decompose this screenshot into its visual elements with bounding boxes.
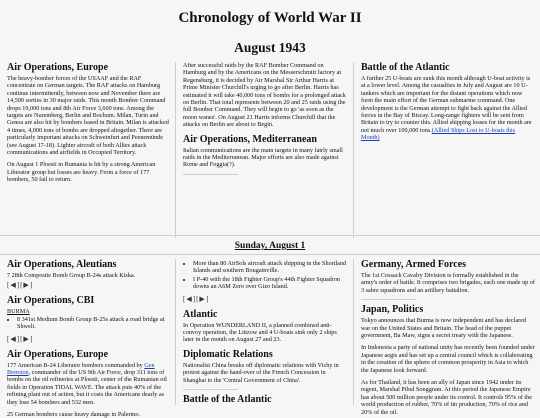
allied-ships-lost-link[interactable]: (Allied Ships Lost to U-boats this Month) [361,126,516,142]
bracket-close: ] [16,334,20,343]
paragraph: 25 German bombers cause heavy damage in Palermo. [7,411,140,418]
divider [183,174,238,175]
paragraph [7,362,170,406]
paragraph: The 1st Cossack Cavalry Division is formally established in the army's order of battle. It comprises two brigades, each one made up of 3 sabre squadrons and an artillery battalion. [361,272,535,294]
next-arrow-icon[interactable]: ▶ [199,294,205,303]
section-heading: Battle of the Atlantic [361,62,450,73]
prev-arrow-icon[interactable]: ◀ [186,294,192,303]
paragraph: In Operation WUNDERLAND II, a planned combined anti-convoy operation, the Lützow and 4 U-boats sink only 2 ships later in the month on August 27 and 23. [183,321,337,344]
section-heading: Battle of the Atlantic [183,394,272,406]
paragraph: On August 1 Ploesti in Rumania is hit by a strong American Liberator group but losses are heavy. From a force of 177 bombers, 50 fail to return. [7,161,156,184]
overview-col-2 [176,62,354,238]
section-heading: Atlantic [183,308,218,320]
paragraph: The heavy-bomber forces of the USAAF and the RAF concentrate on German targets. The RAF attacks on Hamburg continue intermittently, between now and November there are 14,500 sorties in 30 major raids. This month Bomber Command drops 19,000 tons and 8th Air Force 3,600 tons. Among the targets are Nuremberg, Berlin and Bochum. Milan, Turin and Genoa are also hit by bombers based in Britain. Milan is attacked 4 times, 4,000 tons of bombs are dropped altogether. There are particularly important attacks on Schweinfurt and Peenemünde (see August 17-18). Lighter aircraft of both Allies attack communications and airfields in Occupied Territory. [7,75,169,157]
paragraph: Nationalist China breaks off diplomatic relations with Vichy in protest against the hand-over of the French Concession in Shanghai to the 'Central Government of China'. [183,361,339,384]
bracket-open: [ [7,334,10,343]
day-heading: Sunday, August 1 [234,241,306,251]
bracket-close: ] [29,334,33,343]
bracket-open: [ [196,294,199,303]
paragraph: As for Thailand, it has been an ally of Japan since 1942 under its regent, Marshal Pibul Songgram. At this period the Japanese Empire has about 500 million people under its control. It controls 95% of the world production of rubber, 70% of tin production, 70% of rice and 20% of the oil. [361,379,532,416]
section-heading: Air Operations, Aleutians [7,259,117,270]
paragraph-text: A further 25 U-boats are sunk this month although U-boat activity is at a lower level. Among the casualties in July and August are 10 U-tankers which are important for the distant operations which now form the main effort of the German submarine command. One development is the German attempt to fight back against the Allied forces in the Bay of Biscay. Long-range fighters will be sent from Britain to try to counter this. Allied shipping losses for the month are not much over 100,000 tons. [361,75,532,134]
gen-brereton-link[interactable]: Gen Brereton [7,361,155,377]
page-title: Chronology of World War II [178,10,362,26]
overview-col-1 [0,62,176,238]
day-divider [0,254,540,255]
list [183,259,348,291]
section-divider [0,235,540,236]
section-heading: Air Operations, Europe [7,62,109,73]
day-col-2 [176,259,354,405]
section-heading: Air Operations, Mediterranean [183,133,317,145]
list [7,316,170,331]
section-heading: Japan, Politics [361,304,424,316]
bracket-open: [ [20,334,23,343]
divider [183,389,238,390]
paragraph: In Indonesia a party of national unity has recently been founded under Japanese aegis and has set up a central council which is collaborating in the creation of the sphere of common prosperity in Asia to which the Japanese look forward. [361,344,535,374]
paragraph-text: 177 American B-24 Liberator bombers commanded by [7,361,145,369]
subheading-burma: BURMA [7,308,30,316]
divider [361,299,416,300]
day-col-1 [0,259,176,418]
nav-arrows [7,281,170,289]
paragraph: Tokyo announces that Burma is now independent and has declared war on the United States and Britain. The head of the puppet government, Ba Maw, signs a secret treaty with the Japanese. [361,317,527,340]
prev-arrow-icon[interactable]: ◀ [10,334,16,343]
list-item: • More than 80 AirSols aircraft attack shipping in the Shortland Islands and southern Bougainville. [193,260,348,275]
bracket-close: ] [16,281,20,290]
paragraph: 7 28th Composite Bomb Group B-24s attack Kiska. [7,272,136,279]
bracket-close: ] [29,281,33,290]
paragraph: Italian communications are the main targets in many fairly small raids in the Mediterranean. Major efforts are also made against Rome and Foggia(?). [183,146,343,169]
list-item: • I P-40 with the 18th Fighter Group's 44th Fighter Squadron downs an A6M Zero over Gizo Island. [193,276,348,291]
paragraph [361,75,535,142]
section-heading: Air Operations, Europe [7,348,109,360]
nav-arrows [7,335,170,343]
list-item: • 8 341st Medium Bomb Group B-25s attack a road bridge at Shweli. [17,316,170,331]
bracket-open: [ [20,281,23,290]
day-col-3 [354,259,540,416]
bracket-close: ] [192,294,196,303]
day-entries [0,259,540,418]
overview-col-3 [354,62,540,238]
next-arrow-icon[interactable]: ▶ [23,334,29,343]
paragraph: After successful raids by the RAF Bomber Command on Hamburg and by the Americans on the Messerschmitt factory at Regensburg, it is decided by Air Marshal Sir Arthur Harris at Prime Minister Churchill's urging to go after Berlin. Harris has estimated it will take 40,000 tons of bombs for a prolonged attack on Berlin. That total represents between 20 and 25 raids using the full Bomber Command. They will begin to go 'as soon as the moon wanes'. On August 21 Harris informs Churchill that the attacks on Berlin are about to Begin. [183,62,346,129]
month-overview [0,62,540,238]
page-subtitle: August 1943 [234,40,306,55]
nav-arrows [183,295,348,303]
section-heading: Diplomatic Relations [183,348,273,360]
prev-arrow-icon[interactable]: ◀ [10,281,16,290]
section-heading: Germany, Armed Forces [361,259,467,270]
bracket-open: [ [183,294,186,303]
paragraph-text: , commander of the US 9th Air Force, drop 311 tons of bombs on the oil refineries at Ploesti, center of the Rumanian oil fields in Operation TIDAL WAVE. The attack puts 40% of the refining plant out of action, but it costs the Americans dearly as they lose 54 bombers and 532 men. [7,369,167,406]
bracket-open: [ [7,281,10,290]
next-arrow-icon[interactable]: ▶ [23,281,29,290]
bracket-close: ] [205,294,209,303]
section-heading: Air Operations, CBI [7,295,95,307]
